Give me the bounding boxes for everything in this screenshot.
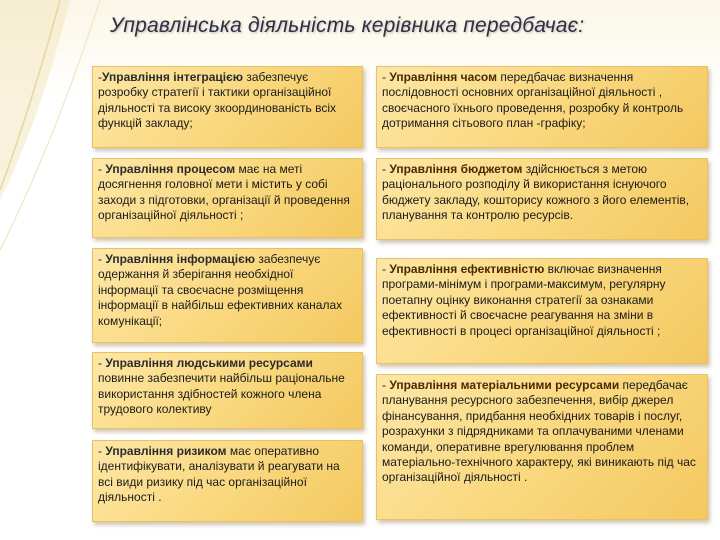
- item-text: передбачає визначення послідовності основних організаційної діяльності , своєчасного їхнього проведення, розробку й контроль дотримання сітьового план -графіку;: [382, 70, 684, 131]
- item-term: Управління ефективністю: [389, 262, 545, 276]
- item-prefix: -: [382, 162, 390, 176]
- item-prefix: -: [98, 444, 106, 458]
- item-text: здійснюється з метою раціонального розподілу й використання існуючого бюджету закладу, кошторису кожного з його елементів, планування та контролю ресурсів.: [382, 162, 690, 223]
- left-item-human-resources: [92, 352, 363, 429]
- item-term: Управління процесом: [105, 162, 236, 176]
- item-text: забезпечує розробку стратегії і тактики організаційної діяльності та високу зкоординованість всіх функцій закладу;: [98, 70, 337, 131]
- item-text: забезпечує одержання й зберігання необхідної інформації та своєчасне розміщення інформації в найбільш ефективних каналах комунікації;: [98, 252, 343, 328]
- page-title: Управлінська діяльність керівника передбачає:: [110, 14, 585, 37]
- item-text: передбачає планування ресурсного забезпечення, вибір джерел фінансування, придбання необхідних товарів і послуг, розрахунки з підрядниками та оплачуваними членами команди, оперативне врегулювання проблем матеріально-технічного характеру, які виникають під час організаційної діяльності .: [382, 378, 696, 485]
- item-term: Управління ризиком: [105, 444, 227, 458]
- item-text: має на меті досягнення головної мети і містить у собі заходи з підготовки, організації й проведення організаційної діяльності ;: [98, 162, 350, 223]
- item-prefix: -: [382, 70, 390, 84]
- item-prefix: -: [98, 356, 106, 370]
- item-prefix: -: [98, 162, 106, 176]
- left-item-integration: [92, 66, 363, 148]
- right-item-budget: [376, 158, 708, 240]
- item-prefix: -: [98, 70, 102, 84]
- left-item-risk: [92, 440, 363, 522]
- left-item-process: [92, 158, 363, 238]
- item-term: Управління інтеграцією: [102, 70, 243, 84]
- item-term: Управління людськими ресурсами: [105, 356, 313, 370]
- item-text: повинне забезпечити найбільш раціональне використання здібностей кожного члена трудового колективу: [98, 371, 345, 417]
- item-text: включає визначення програми-мінімум і програми-максимум, регулярну поетапну оцінку виконання стратегії за ознаками ефективності й своєчасне реагування на зміни в ефективності в процесі організаційної діяльності ;: [382, 262, 666, 338]
- item-term: Управління матеріальними ресурсами: [389, 378, 620, 392]
- item-prefix: -: [382, 378, 390, 392]
- item-term: Управління бюджетом: [389, 162, 523, 176]
- right-item-efficiency: [376, 258, 708, 364]
- item-text: має оперативно ідентифікувати, аналізувати й реагувати на всі види ризику під час організаційної діяльності .: [98, 444, 340, 505]
- right-item-material-resources: [376, 374, 708, 520]
- item-term: Управління часом: [389, 70, 497, 84]
- item-term: Управління інформацією: [105, 252, 256, 266]
- left-item-information: [92, 248, 363, 343]
- item-prefix: -: [382, 262, 390, 276]
- right-item-time: [376, 66, 708, 148]
- item-prefix: -: [98, 252, 106, 266]
